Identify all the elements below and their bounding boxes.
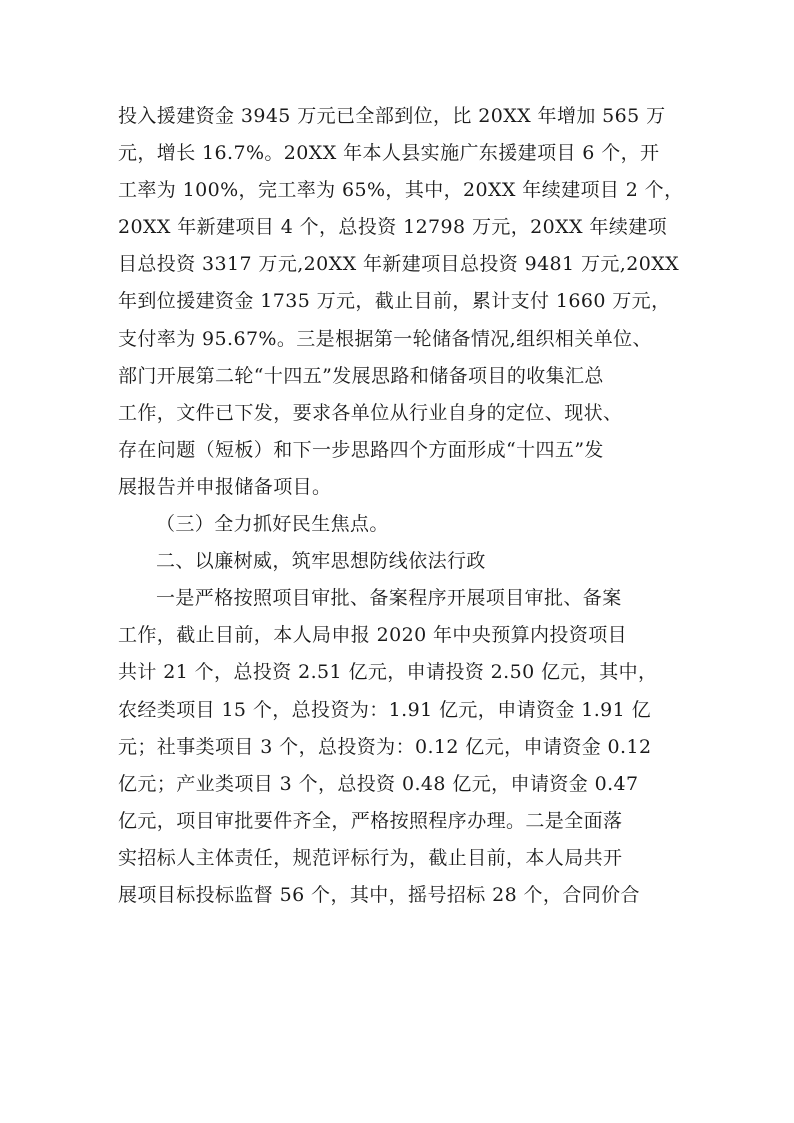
section-heading: （三）全力抓好民生焦点。: [156, 513, 389, 536]
section-heading: 二、以廉树威，筑牢思想防线依法行政: [156, 550, 486, 573]
text-line: 亿元；产业类项目 3 个，总投资 0.48 亿元，申请资金 0.47: [118, 772, 639, 795]
text-line: 亿元，项目审批要件齐全，严格按照程序办理。二是全面落: [118, 809, 623, 832]
text-line: 展报告并申报储备项目。: [118, 475, 332, 498]
text-line: 投入援建资金 3945 万元已全部到位，比 20XX 年增加 565 万: [118, 105, 666, 127]
text-line: 共计 21 个，总投资 2.51 亿元，申请投资 2.50 亿元，其中，: [118, 661, 658, 684]
text-line: 元；社事类项目 3 个，总投资为：0.12 亿元，申请资金 0.12: [118, 735, 652, 758]
text-line: 实招标人主体责任，规范评标行为，截止目前，本人局共开: [118, 846, 623, 869]
text-line: 元，增长 16.7%。20XX 年本人县实施广东援建项目 6 个，开: [118, 142, 660, 165]
text-line: 目总投资 3317 万元,20XX 年新建项目总投资 9481 万元,20XX: [118, 253, 680, 276]
text-line: 农经类项目 15 个，总投资为：1.91 亿元，申请资金 1.91 亿: [118, 698, 651, 721]
text-line: 部门开展第二轮“十四五”发展思路和储备项目的收集汇总: [118, 364, 604, 387]
text-line: 支付率为 95.67%。三是根据第一轮储备情况,组织相关单位、: [118, 327, 652, 350]
text-line: 工作，文件已下发，要求各单位从行业自身的定位、现状、: [118, 401, 623, 424]
text-line: 工率为 100%，完工率为 65%，其中，20XX 年续建项目 2 个，: [118, 179, 684, 202]
text-line: 存在问题（短板）和下一步思路四个方面形成“十四五”发: [118, 438, 604, 461]
paragraph-start: 一是严格按照项目审批、备案程序开展项目审批、备案: [156, 587, 622, 610]
body-text: [118, 98, 684, 914]
text-line: 年到位援建资金 1735 万元，截止目前，累计支付 1660 万元，: [118, 290, 671, 313]
text-line: 工作，截止目前，本人局申报 2020 年中央预算内投资项目: [118, 624, 628, 647]
text-line: 20XX 年新建项目 4 个，总投资 12798 万元，20XX 年续建项: [118, 216, 668, 239]
text-line: 展项目标投标监督 56 个，其中，摇号招标 28 个，合同价合: [118, 883, 640, 906]
